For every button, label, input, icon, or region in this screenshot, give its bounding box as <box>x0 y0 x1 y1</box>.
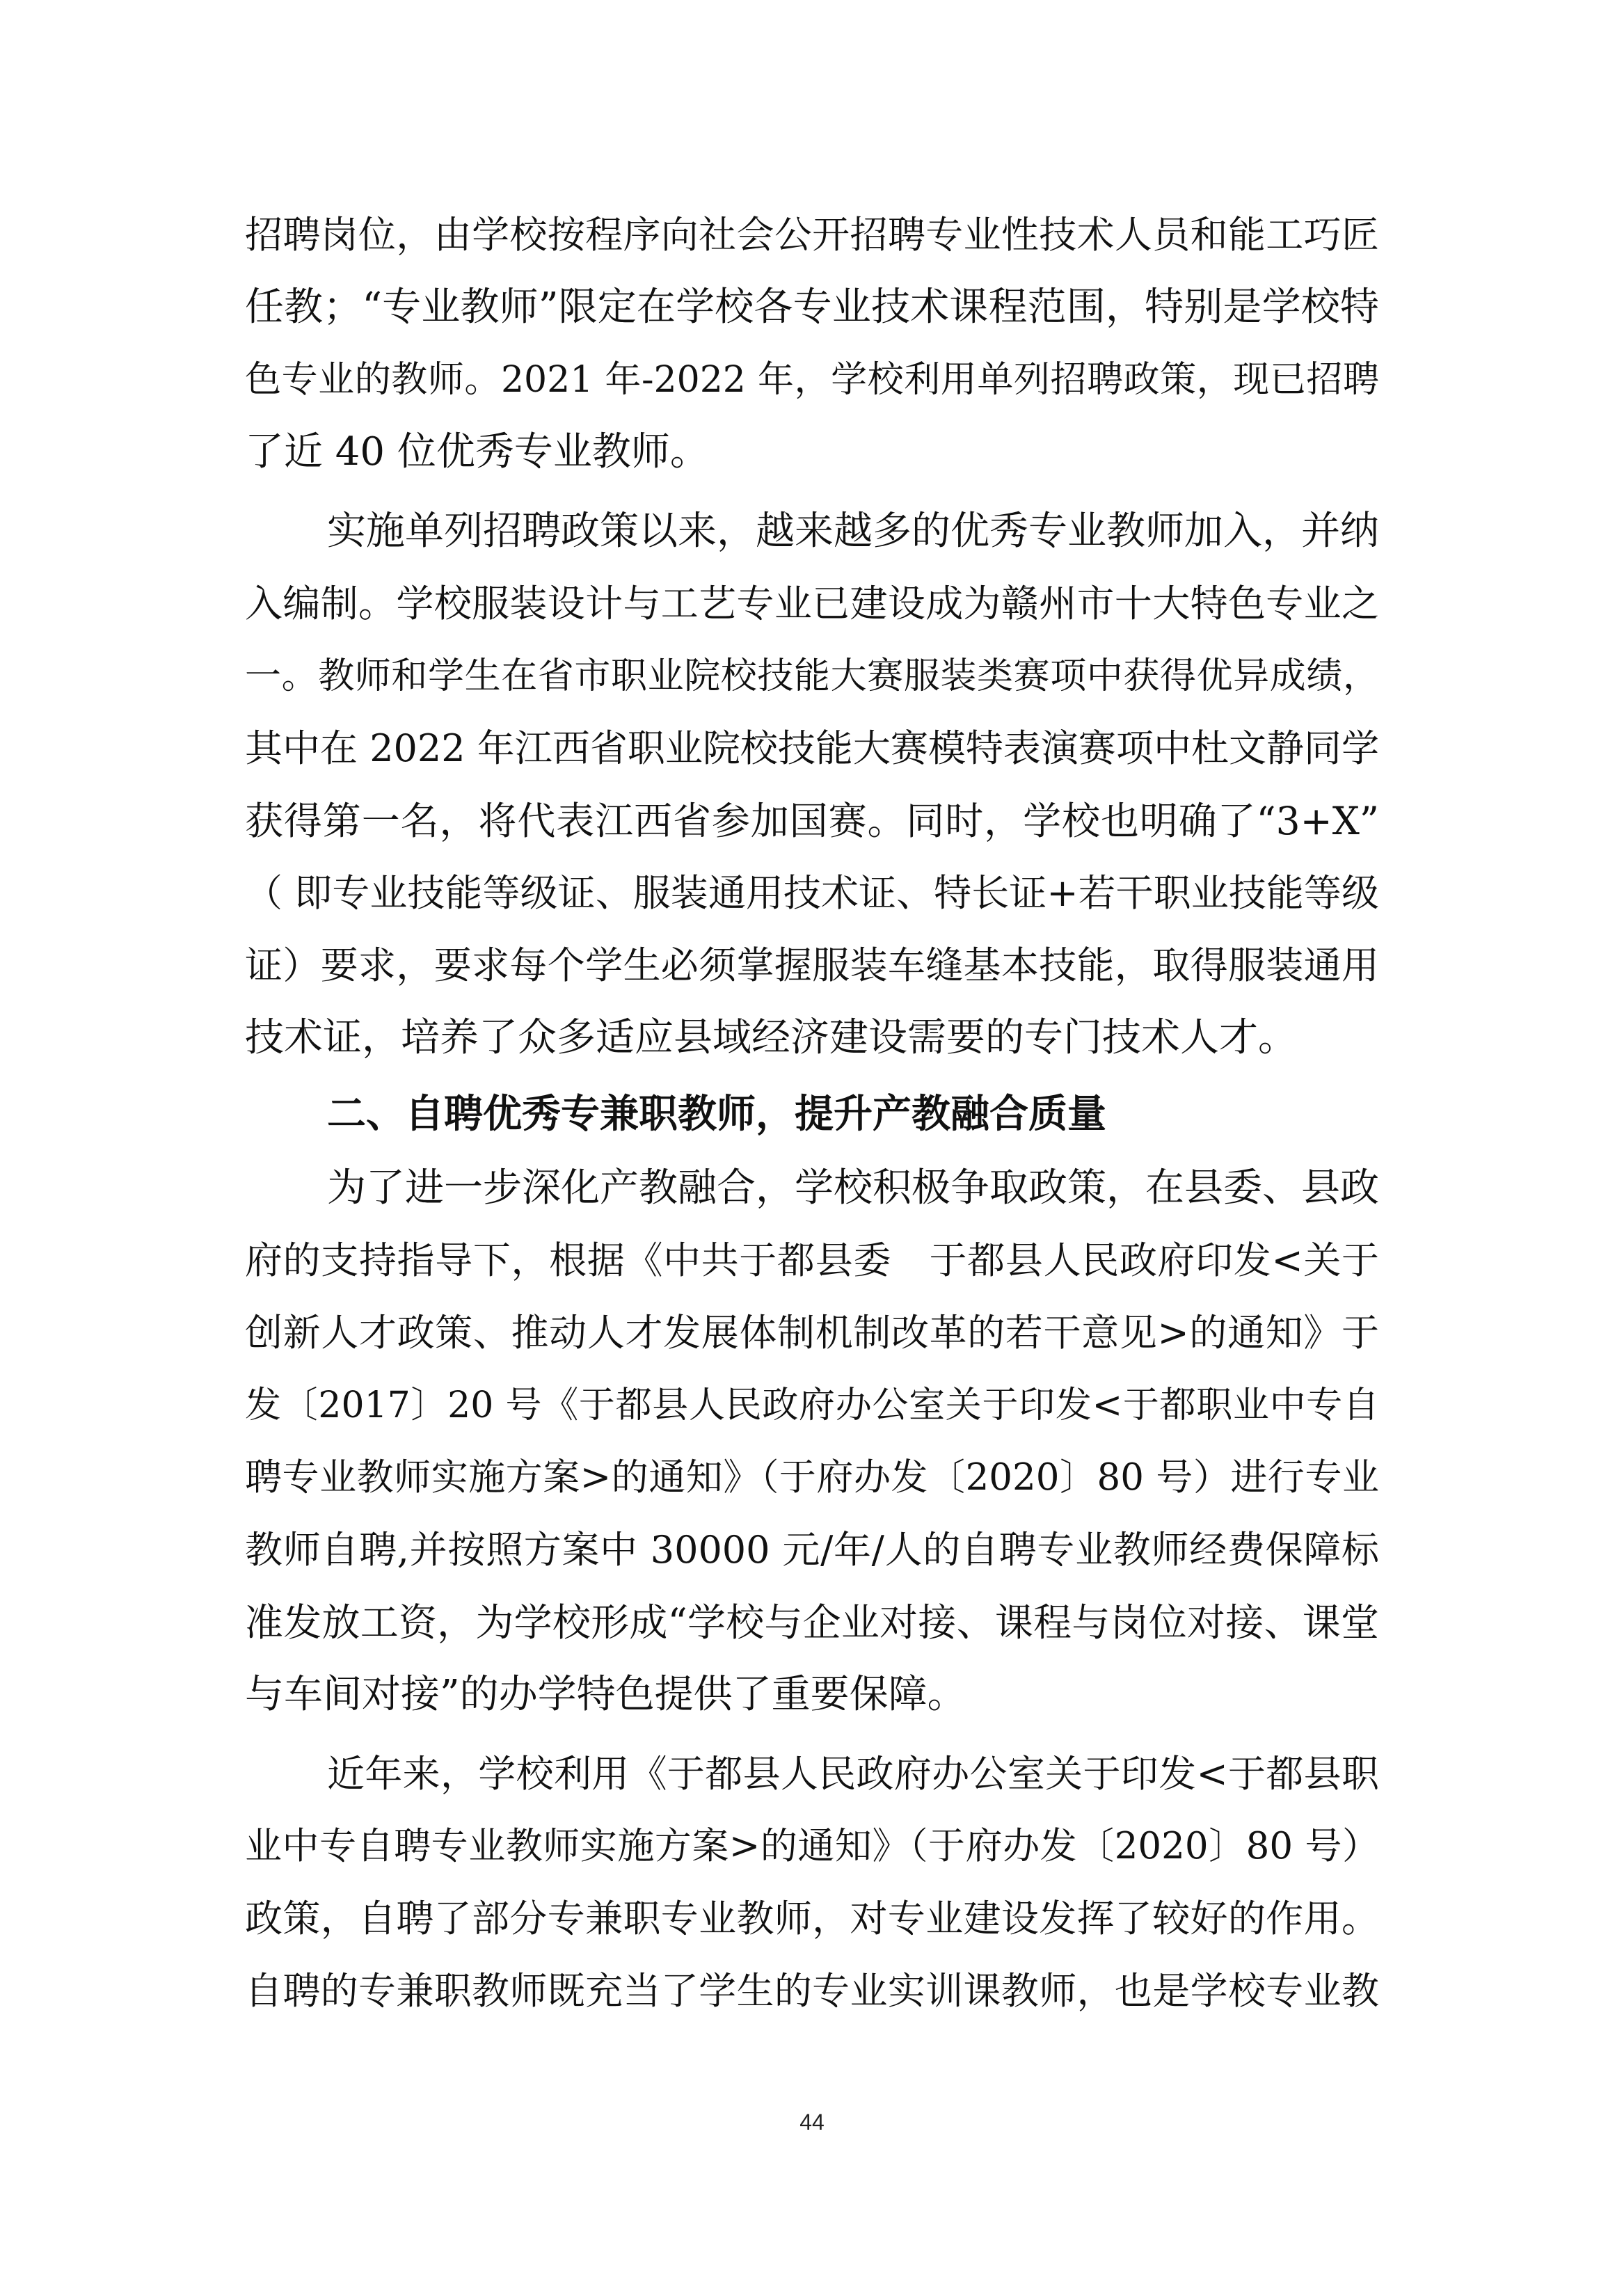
paragraph-4-line-3: 政策，自聘了部分专兼职专业教师，对专业建设发挥了较好的作用。 <box>245 1897 1379 1940</box>
paragraph-4-line-4: 自聘的专兼职教师既充当了学生的专业实训课教师，也是学校专业教 <box>245 1969 1379 2013</box>
paragraph-2-line-3: 一。教师和学生在省市职业院校技能大赛服装类赛项中获得优异成绩， <box>245 655 1379 697</box>
paragraph-3-line-3: 创新人才政策、推动人才发展体制机制改革的若干意见>的通知》于 <box>245 1311 1379 1355</box>
paragraph-1-line-1: 招聘岗位，由学校按程序向社会公开招聘专业性技术人员和能工巧匠 <box>245 213 1379 257</box>
paragraph-3-line-8: 与车间对接”的办学特色提供了重要保障。 <box>245 1672 966 1717</box>
paragraph-3-line-2: 府的支持指导下，根据《中共于都县委 于都县人民政府印发<关于 <box>245 1238 1379 1282</box>
paragraph-1-line-2: 任教；“专业教师”限定在学校各专业技术课程范围，特别是学校特 <box>245 285 1379 330</box>
paragraph-2-line-8: 技术证，培养了众多适应县域经济建设需要的专门技术人才。 <box>245 1015 1297 1060</box>
paragraph-3-line-6: 教师自聘,并按照方案中 30000 元/年/人的自聘专业教师经费保障标 <box>245 1528 1379 1572</box>
paragraph-2-line-5: 获得第一名，将代表江西省参加国赛。同时，学校也明确了“3+X” <box>245 799 1379 843</box>
page-number: 44 <box>799 2110 825 2135</box>
paragraph-1-line-3: 色专业的教师。2021 年-2022 年，学校利用单列招聘政策，现已招聘 <box>245 359 1379 401</box>
paragraph-2-line-7: 证）要求，要求每个学生必须掌握服装车缝基本技能，取得服装通用 <box>245 943 1379 987</box>
paragraph-3-line-1: 为了进一步深化产教融合，学校积极争取政策，在县委、县政 <box>327 1165 1379 1211</box>
paragraph-2-line-1: 实施单列招聘政策以来，越来越多的优秀专业教师加入，并纳 <box>327 509 1379 554</box>
paragraph-4-line-2: 业中专自聘专业教师实施方案>的通知》（于府办发〔2020〕80 号） <box>245 1825 1379 1867</box>
paragraph-2-line-6: （ 即专业技能等级证、服装通用技术证、特长证+若干职业技能等级 <box>245 871 1379 915</box>
paragraph-3-line-7: 准发放工资，为学校形成“学校与企业对接、课程与岗位对接、课堂 <box>245 1600 1379 1645</box>
paragraph-4-line-1: 近年来，学校利用《于都县人民政府办公室关于印发<于都县职 <box>327 1752 1379 1796</box>
paragraph-3-line-4: 发〔2017〕20 号《于都县人民政府办公室关于印发<于都职业中专自 <box>245 1385 1379 1426</box>
paragraph-3-line-5: 聘专业教师实施方案>的通知》（于府办发〔2020〕80 号）进行专业 <box>245 1456 1379 1499</box>
section-heading: 二、自聘优秀专兼职教师，提升产教融合质量 <box>327 1092 1106 1137</box>
paragraph-2-line-4: 其中在 2022 年江西省职业院校技能大赛模特表演赛项中杜文静同学 <box>245 726 1379 770</box>
paragraph-2-line-2: 入编制。学校服装设计与工艺专业已建设成为赣州市十大特色专业之 <box>245 582 1379 625</box>
paragraph-1-line-4: 了近 40 位优秀专业教师。 <box>245 429 709 475</box>
